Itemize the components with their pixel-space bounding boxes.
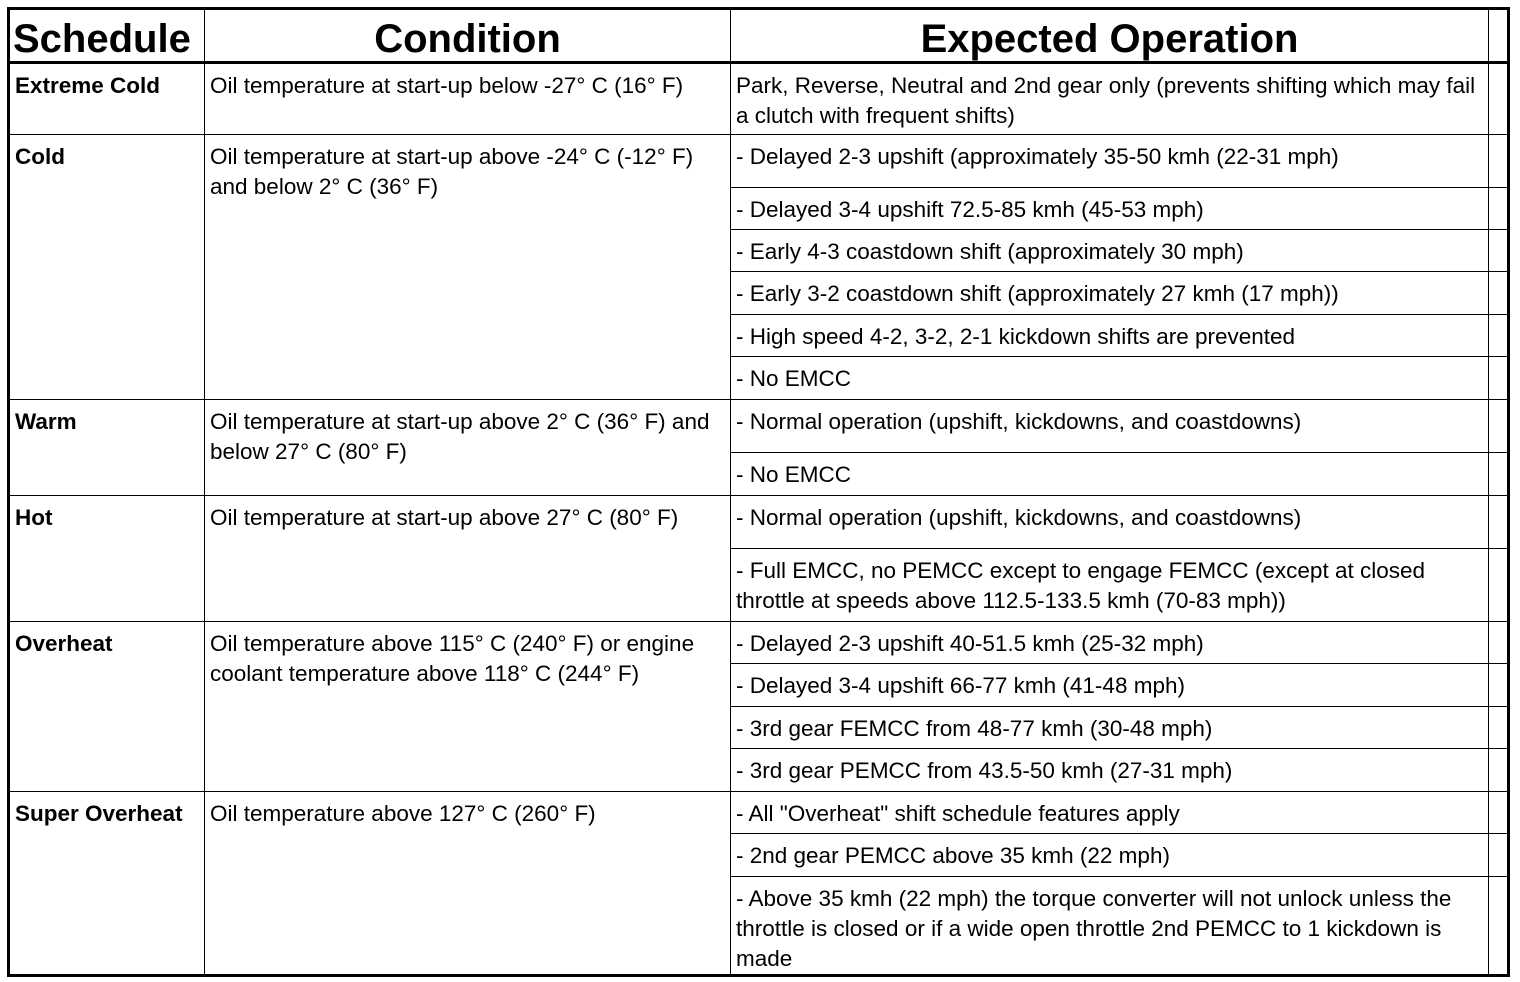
operation-cell: - Early 3-2 coastdown shift (approximately 27 kmh (17 mph)) xyxy=(731,272,1489,315)
operation-cell: - Delayed 2-3 upshift (approximately 35-50 kmh (22-31 mph) xyxy=(731,135,1489,188)
edge-cell xyxy=(1489,664,1509,707)
edge-cell xyxy=(1489,749,1509,792)
operation-cell: - Delayed 3-4 upshift 66-77 kmh (41-48 mph) xyxy=(731,664,1489,707)
edge-cell xyxy=(1489,272,1509,315)
table-row xyxy=(9,496,1509,549)
schedule-cell: Super Overheat xyxy=(9,792,205,976)
edge-cell xyxy=(1489,135,1509,188)
table-row xyxy=(9,63,1509,135)
operation-cell: - 2nd gear PEMCC above 35 kmh (22 mph) xyxy=(731,834,1489,877)
header-expected-operation: Expected Operation xyxy=(731,9,1489,63)
schedule-cell: Hot xyxy=(9,496,205,622)
edge-cell xyxy=(1489,315,1509,357)
table-row xyxy=(9,135,1509,188)
condition-cell: Oil temperature at start-up above 2° C (36° F) and below 27° C (80° F) xyxy=(205,400,731,496)
edge-cell xyxy=(1489,707,1509,749)
shift-schedule-table xyxy=(7,7,1510,977)
header-schedule: Schedule xyxy=(9,9,205,63)
header-row xyxy=(9,9,1509,63)
edge-cell xyxy=(1489,877,1509,976)
operation-cell: - 3rd gear PEMCC from 43.5-50 kmh (27-31 mph) xyxy=(731,749,1489,792)
operation-cell: - Full EMCC, no PEMCC except to engage FEMCC (except at closed throttle at speeds above 112.5-133.5 kmh (70-83 mph)) xyxy=(731,549,1489,622)
condition-cell: Oil temperature at start-up above 27° C (80° F) xyxy=(205,496,731,622)
operation-cell: Park, Reverse, Neutral and 2nd gear only (prevents shifting which may fail a clutch with frequent shifts) xyxy=(731,63,1489,135)
edge-cell xyxy=(1489,357,1509,400)
operation-cell: - No EMCC xyxy=(731,453,1489,496)
condition-cell: Oil temperature at start-up above -24° C (-12° F) and below 2° C (36° F) xyxy=(205,135,731,400)
edge-cell xyxy=(1489,230,1509,272)
operation-cell: - Above 35 kmh (22 mph) the torque converter will not unlock unless the throttle is closed or if a wide open throttle 2nd PEMCC to 1 kickdown is made xyxy=(731,877,1489,976)
edge-cell xyxy=(1489,549,1509,622)
operation-cell: - Normal operation (upshift, kickdowns, and coastdowns) xyxy=(731,496,1489,549)
edge-cell xyxy=(1489,622,1509,664)
edge-cell xyxy=(1489,400,1509,453)
operation-cell: - Delayed 2-3 upshift 40-51.5 kmh (25-32 mph) xyxy=(731,622,1489,664)
table-row xyxy=(9,792,1509,834)
table-row xyxy=(9,400,1509,453)
edge-cell xyxy=(1489,834,1509,877)
operation-cell: - Early 4-3 coastdown shift (approximately 30 mph) xyxy=(731,230,1489,272)
schedule-cell: Overheat xyxy=(9,622,205,792)
edge-cell xyxy=(1489,188,1509,230)
edge-cell xyxy=(1489,63,1509,135)
header-condition: Condition xyxy=(205,9,731,63)
operation-cell: - High speed 4-2, 3-2, 2-1 kickdown shifts are prevented xyxy=(731,315,1489,357)
header-edge-cell xyxy=(1489,9,1509,63)
operation-cell: - No EMCC xyxy=(731,357,1489,400)
operation-cell: - Delayed 3-4 upshift 72.5-85 kmh (45-53 mph) xyxy=(731,188,1489,230)
schedule-cell: Extreme Cold xyxy=(9,63,205,135)
edge-cell xyxy=(1489,453,1509,496)
table-row xyxy=(9,622,1509,664)
operation-cell: - All "Overheat" shift schedule features apply xyxy=(731,792,1489,834)
condition-cell: Oil temperature above 115° C (240° F) or engine coolant temperature above 118° C (244° F) xyxy=(205,622,731,792)
condition-cell: Oil temperature above 127° C (260° F) xyxy=(205,792,731,976)
operation-cell: - 3rd gear FEMCC from 48-77 kmh (30-48 mph) xyxy=(731,707,1489,749)
edge-cell xyxy=(1489,792,1509,834)
schedule-cell: Cold xyxy=(9,135,205,400)
edge-cell xyxy=(1489,496,1509,549)
schedule-cell: Warm xyxy=(9,400,205,496)
condition-cell: Oil temperature at start-up below -27° C (16° F) xyxy=(205,63,731,135)
operation-cell: - Normal operation (upshift, kickdowns, and coastdowns) xyxy=(731,400,1489,453)
